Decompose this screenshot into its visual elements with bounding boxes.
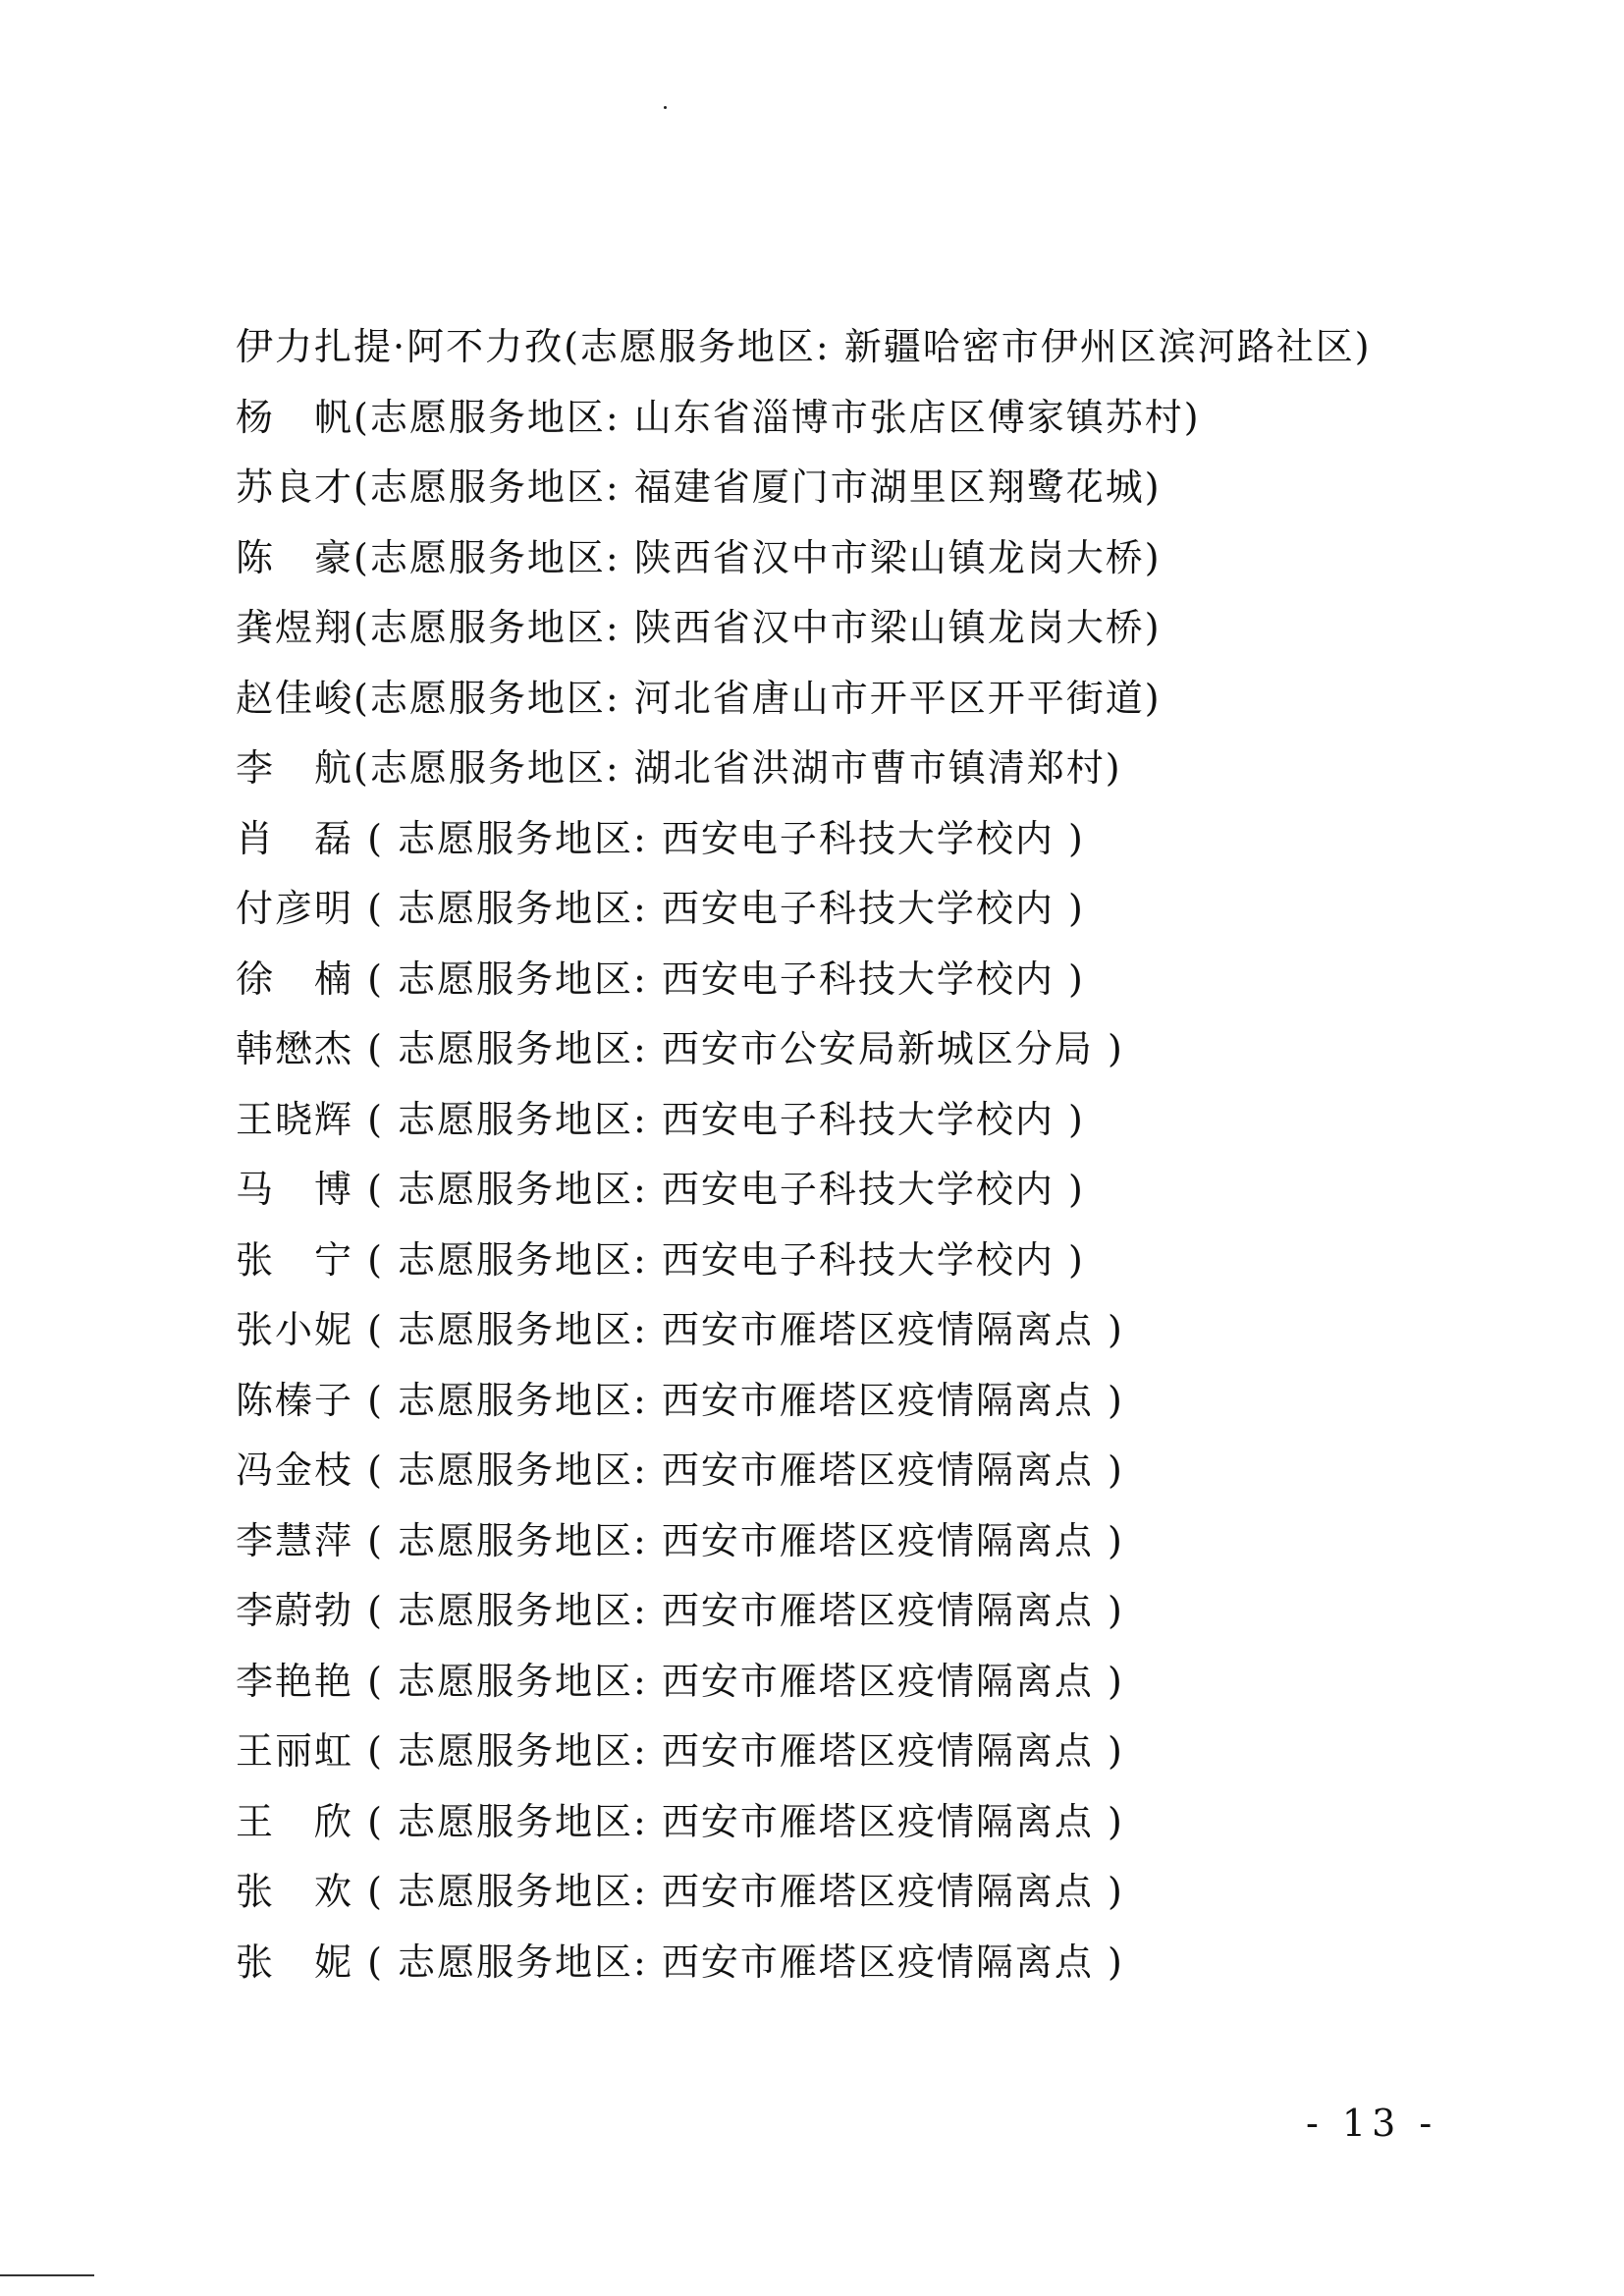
volunteer-list [236,312,1512,1997]
list-item: 伊力扎提·阿不力孜(志愿服务地区: 新疆哈密市伊州区滨河路社区) [236,325,1372,368]
list-item: 李艳艳 ( 志愿服务地区: 西安市雁塔区疫情隔离点 ) [236,1659,1124,1703]
list-item: 陈 豪(志愿服务地区: 陕西省汉中市梁山镇龙岗大桥) [236,535,1162,579]
list-item: 付彦明 ( 志愿服务地区: 西安电子科技大学校内 ) [236,887,1085,930]
list-item: 杨 帆(志愿服务地区: 山东省淄博市张店区傅家镇苏村) [236,395,1201,439]
scan-dot-mark [664,106,667,109]
list-item: 李慧萍 ( 志愿服务地区: 西安市雁塔区疫情隔离点 ) [236,1518,1124,1562]
list-item: 王晓辉 ( 志愿服务地区: 西安电子科技大学校内 ) [236,1097,1085,1141]
list-item: 张 妮 ( 志愿服务地区: 西安市雁塔区疫情隔离点 ) [236,1940,1124,1984]
list-item: 王丽虹 ( 志愿服务地区: 西安市雁塔区疫情隔离点 ) [236,1729,1124,1773]
list-item: 徐 楠 ( 志愿服务地区: 西安电子科技大学校内 ) [236,957,1085,1001]
list-item: 张小妮 ( 志愿服务地区: 西安市雁塔区疫情隔离点 ) [236,1308,1124,1351]
list-item: 李 航(志愿服务地区: 湖北省洪湖市曹市镇清郑村) [236,746,1122,790]
list-item: 李蔚勃 ( 志愿服务地区: 西安市雁塔区疫情隔离点 ) [236,1589,1124,1632]
list-item: 张 欢 ( 志愿服务地区: 西安市雁塔区疫情隔离点 ) [236,1870,1124,1913]
list-item: 苏良才(志愿服务地区: 福建省厦门市湖里区翔鹭花城) [236,465,1162,509]
list-item: 马 博 ( 志愿服务地区: 西安电子科技大学校内 ) [236,1168,1085,1211]
list-item: 韩懋杰 ( 志愿服务地区: 西安市公安局新城区分局 ) [236,1027,1124,1070]
list-item: 张 宁 ( 志愿服务地区: 西安电子科技大学校内 ) [236,1237,1085,1282]
list-item: 冯金枝 ( 志愿服务地区: 西安市雁塔区疫情隔离点 ) [236,1449,1124,1492]
list-item: 赵佳峻(志愿服务地区: 河北省唐山市开平区开平街道) [236,676,1162,720]
page-number: - 13 - [1306,2102,1438,2145]
bottom-rule [0,2274,94,2276]
list-item: 陈榛子 ( 志愿服务地区: 西安市雁塔区疫情隔离点 ) [236,1378,1124,1422]
list-item: 王 欣 ( 志愿服务地区: 西安市雁塔区疫情隔离点 ) [236,1799,1124,1843]
list-item: 肖 磊 ( 志愿服务地区: 西安电子科技大学校内 ) [236,816,1085,860]
list-item: 龚煜翔(志愿服务地区: 陕西省汉中市梁山镇龙岗大桥) [236,606,1162,649]
